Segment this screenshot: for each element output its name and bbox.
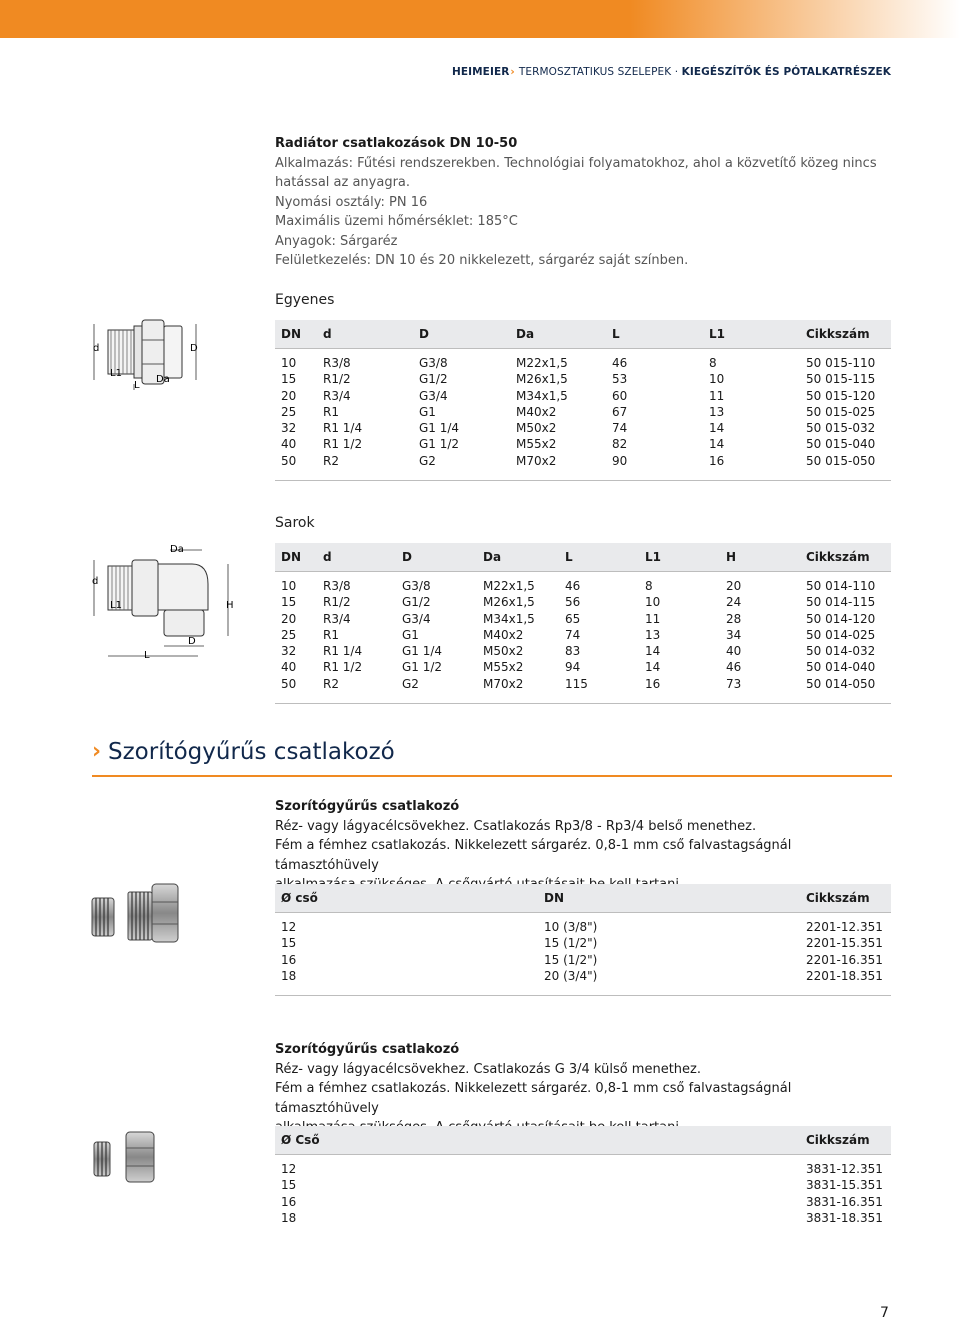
col-header: D — [419, 327, 429, 341]
col-header: Cikkszám — [806, 891, 870, 905]
straight-fitting-diagram — [88, 318, 220, 390]
compression1-title: Szorítógyűrűs csatlakozó — [275, 799, 460, 814]
col-header: Cikkszám — [806, 550, 870, 564]
compression1-table — [275, 884, 891, 996]
radiator-line: Maximális üzemi hőmérséklet: 185°C — [275, 214, 518, 229]
section-title — [92, 737, 892, 777]
top-band-fade — [630, 0, 960, 38]
col-header: D — [402, 550, 412, 564]
dim-label-Da: Da — [156, 374, 170, 385]
table-bottom-rule — [275, 470, 891, 481]
col-header: Ø Cső — [281, 1133, 320, 1147]
section-title-text: Szorítógyűrűs csatlakozó — [108, 739, 395, 765]
table-header — [275, 543, 891, 572]
compression2-line: Fém a fémhez csatlakozás. Nikkelezett sárgaréz. 0,8-1 mm cső falvastagságnál támasztóhüvely — [275, 1081, 792, 1116]
table-row: 15 3831-15.351 — [281, 1178, 883, 1193]
page-header — [0, 66, 891, 78]
table-row: 25 R1 G1 M40x2 74 13 34 50 014-025 — [281, 627, 876, 642]
table-row: 12 3831-12.351 — [281, 1162, 883, 1176]
table-row: 18 3831-18.351 — [281, 1210, 883, 1225]
straight-heading: Egyenes — [275, 292, 335, 308]
table-header — [275, 1126, 891, 1155]
table-row: 32 R1 1/4 G1 1/4 M50x2 83 14 40 50 014-032 — [281, 644, 876, 659]
col-header: DN — [544, 891, 565, 905]
angle-heading: Sarok — [275, 515, 315, 531]
col-header: d — [323, 327, 332, 341]
dim-label-L1: L1 — [110, 600, 122, 611]
compression1-image — [88, 880, 183, 944]
compression1-intro — [275, 797, 891, 895]
col-header: Da — [516, 327, 535, 341]
table-row: 25 R1 G1 M40x2 67 13 50 015-025 — [281, 404, 876, 419]
table-row: 20 R3/4 G3/4 M34x1,5 60 11 50 015-120 — [281, 388, 876, 403]
compression2-title: Szorítógyűrűs csatlakozó — [275, 1042, 460, 1057]
col-header: d — [323, 550, 332, 564]
col-header: Cikkszám — [806, 327, 870, 341]
col-header: L — [612, 327, 620, 341]
dim-label-L: L — [144, 650, 150, 661]
table-row: 10 R3/8 G3/8 M22x1,5 46 8 50 015-110 — [281, 356, 876, 370]
col-header: L — [565, 550, 573, 564]
radiator-line: Felületkezelés: DN 10 és 20 nikkelezett, sárgaréz saját színben. — [275, 253, 689, 268]
angle-table — [275, 543, 891, 704]
chevron-right-icon: › — [92, 739, 102, 764]
table-row: 15 15 (1/2") 2201-15.351 — [281, 936, 883, 951]
compression1-line: Réz- vagy lágyacélcsövekhez. Csatlakozás Rp3/8 - Rp3/4 belső menethez. — [275, 818, 757, 834]
dim-label-d: d — [92, 576, 99, 587]
table-bottom-rule — [275, 985, 891, 996]
straight-table — [275, 320, 891, 481]
radiator-line: Nyomási osztály: PN 16 — [275, 194, 428, 210]
col-header: H — [726, 550, 737, 564]
radiator-line: hatással az anyagra. — [275, 175, 411, 190]
table-row: 10 R3/8 G3/8 M22x1,5 46 8 20 50 014-110 — [281, 579, 876, 593]
compression2-image — [88, 1128, 168, 1184]
table-row: 40 R1 1/2 G1 1/2 M55x2 82 14 50 015-040 — [281, 437, 876, 452]
col-header: Ø cső — [281, 891, 318, 905]
table-header — [275, 320, 891, 349]
table-bottom-rule — [275, 693, 891, 704]
table-row: 18 20 (3/4") 2201-18.351 — [281, 968, 883, 983]
table-row: 50 R2 G2 M70x2 90 16 50 015-050 — [281, 453, 876, 468]
radiator-intro — [275, 134, 891, 271]
table-row: 32 R1 1/4 G1 1/4 M50x2 74 14 50 015-032 — [281, 421, 876, 436]
col-header: DN — [281, 327, 302, 341]
dim-label-D: D — [190, 343, 198, 354]
chevron-right-icon: › — [510, 66, 515, 78]
dim-label-Da: Da — [170, 544, 184, 555]
table-row: 16 3831-16.351 — [281, 1194, 883, 1209]
compression2-intro — [275, 1040, 891, 1138]
dim-label-D: D — [188, 636, 196, 647]
table-row: 12 10 (3/8") 2201-12.351 — [281, 920, 883, 934]
col-header: Da — [483, 550, 502, 564]
radiator-line: Alkalmazás: Fűtési rendszerekben. Technológiai folyamatokhoz, ahol a közvetítő közeg nincs — [275, 155, 877, 171]
table-row: 15 R1/2 G1/2 M26x1,5 56 10 24 50 014-115 — [281, 595, 876, 610]
header-section: TERMOSZTATIKUS SZELEPEK · — [518, 66, 682, 78]
table-row: 40 R1 1/2 G1 1/2 M55x2 94 14 46 50 014-040 — [281, 660, 876, 675]
col-header: DN — [281, 550, 302, 564]
table-row: 20 R3/4 G3/4 M34x1,5 65 11 28 50 014-120 — [281, 611, 876, 626]
table-row: 15 R1/2 G1/2 M26x1,5 53 10 50 015-115 — [281, 372, 876, 387]
compression2-line: Réz- vagy lágyacélcsövekhez. Csatlakozás G 3/4 külső menethez. — [275, 1061, 701, 1077]
page-number: 7 — [880, 1305, 889, 1321]
header-subsection: KIEGÉSZÍTŐK ÉS PÓTALKATRÉSZEK — [681, 66, 891, 78]
radiator-title: Radiátor csatlakozások DN 10-50 — [275, 136, 518, 151]
col-header: Cikkszám — [806, 1133, 870, 1147]
angle-fitting-diagram — [88, 540, 240, 662]
compression2-table — [275, 1126, 891, 1227]
dim-label-L: L — [134, 380, 140, 390]
brand-name: HEIMEIER — [451, 66, 510, 78]
compression1-line: Fém a fémhez csatlakozás. Nikkelezett sárgaréz. 0,8-1 mm cső falvastagságnál támasztóhüvely — [275, 838, 792, 873]
dim-label-L1: L1 — [110, 368, 122, 379]
col-header: L1 — [709, 327, 725, 341]
dim-label-d: d — [93, 343, 100, 354]
radiator-line: Anyagok: Sárgaréz — [275, 233, 398, 249]
table-row: 16 15 (1/2") 2201-16.351 — [281, 952, 883, 967]
dim-label-H: H — [226, 600, 234, 611]
table-header — [275, 884, 891, 913]
col-header: L1 — [645, 550, 661, 564]
table-row: 50 R2 G2 M70x2 115 16 73 50 014-050 — [281, 676, 876, 691]
